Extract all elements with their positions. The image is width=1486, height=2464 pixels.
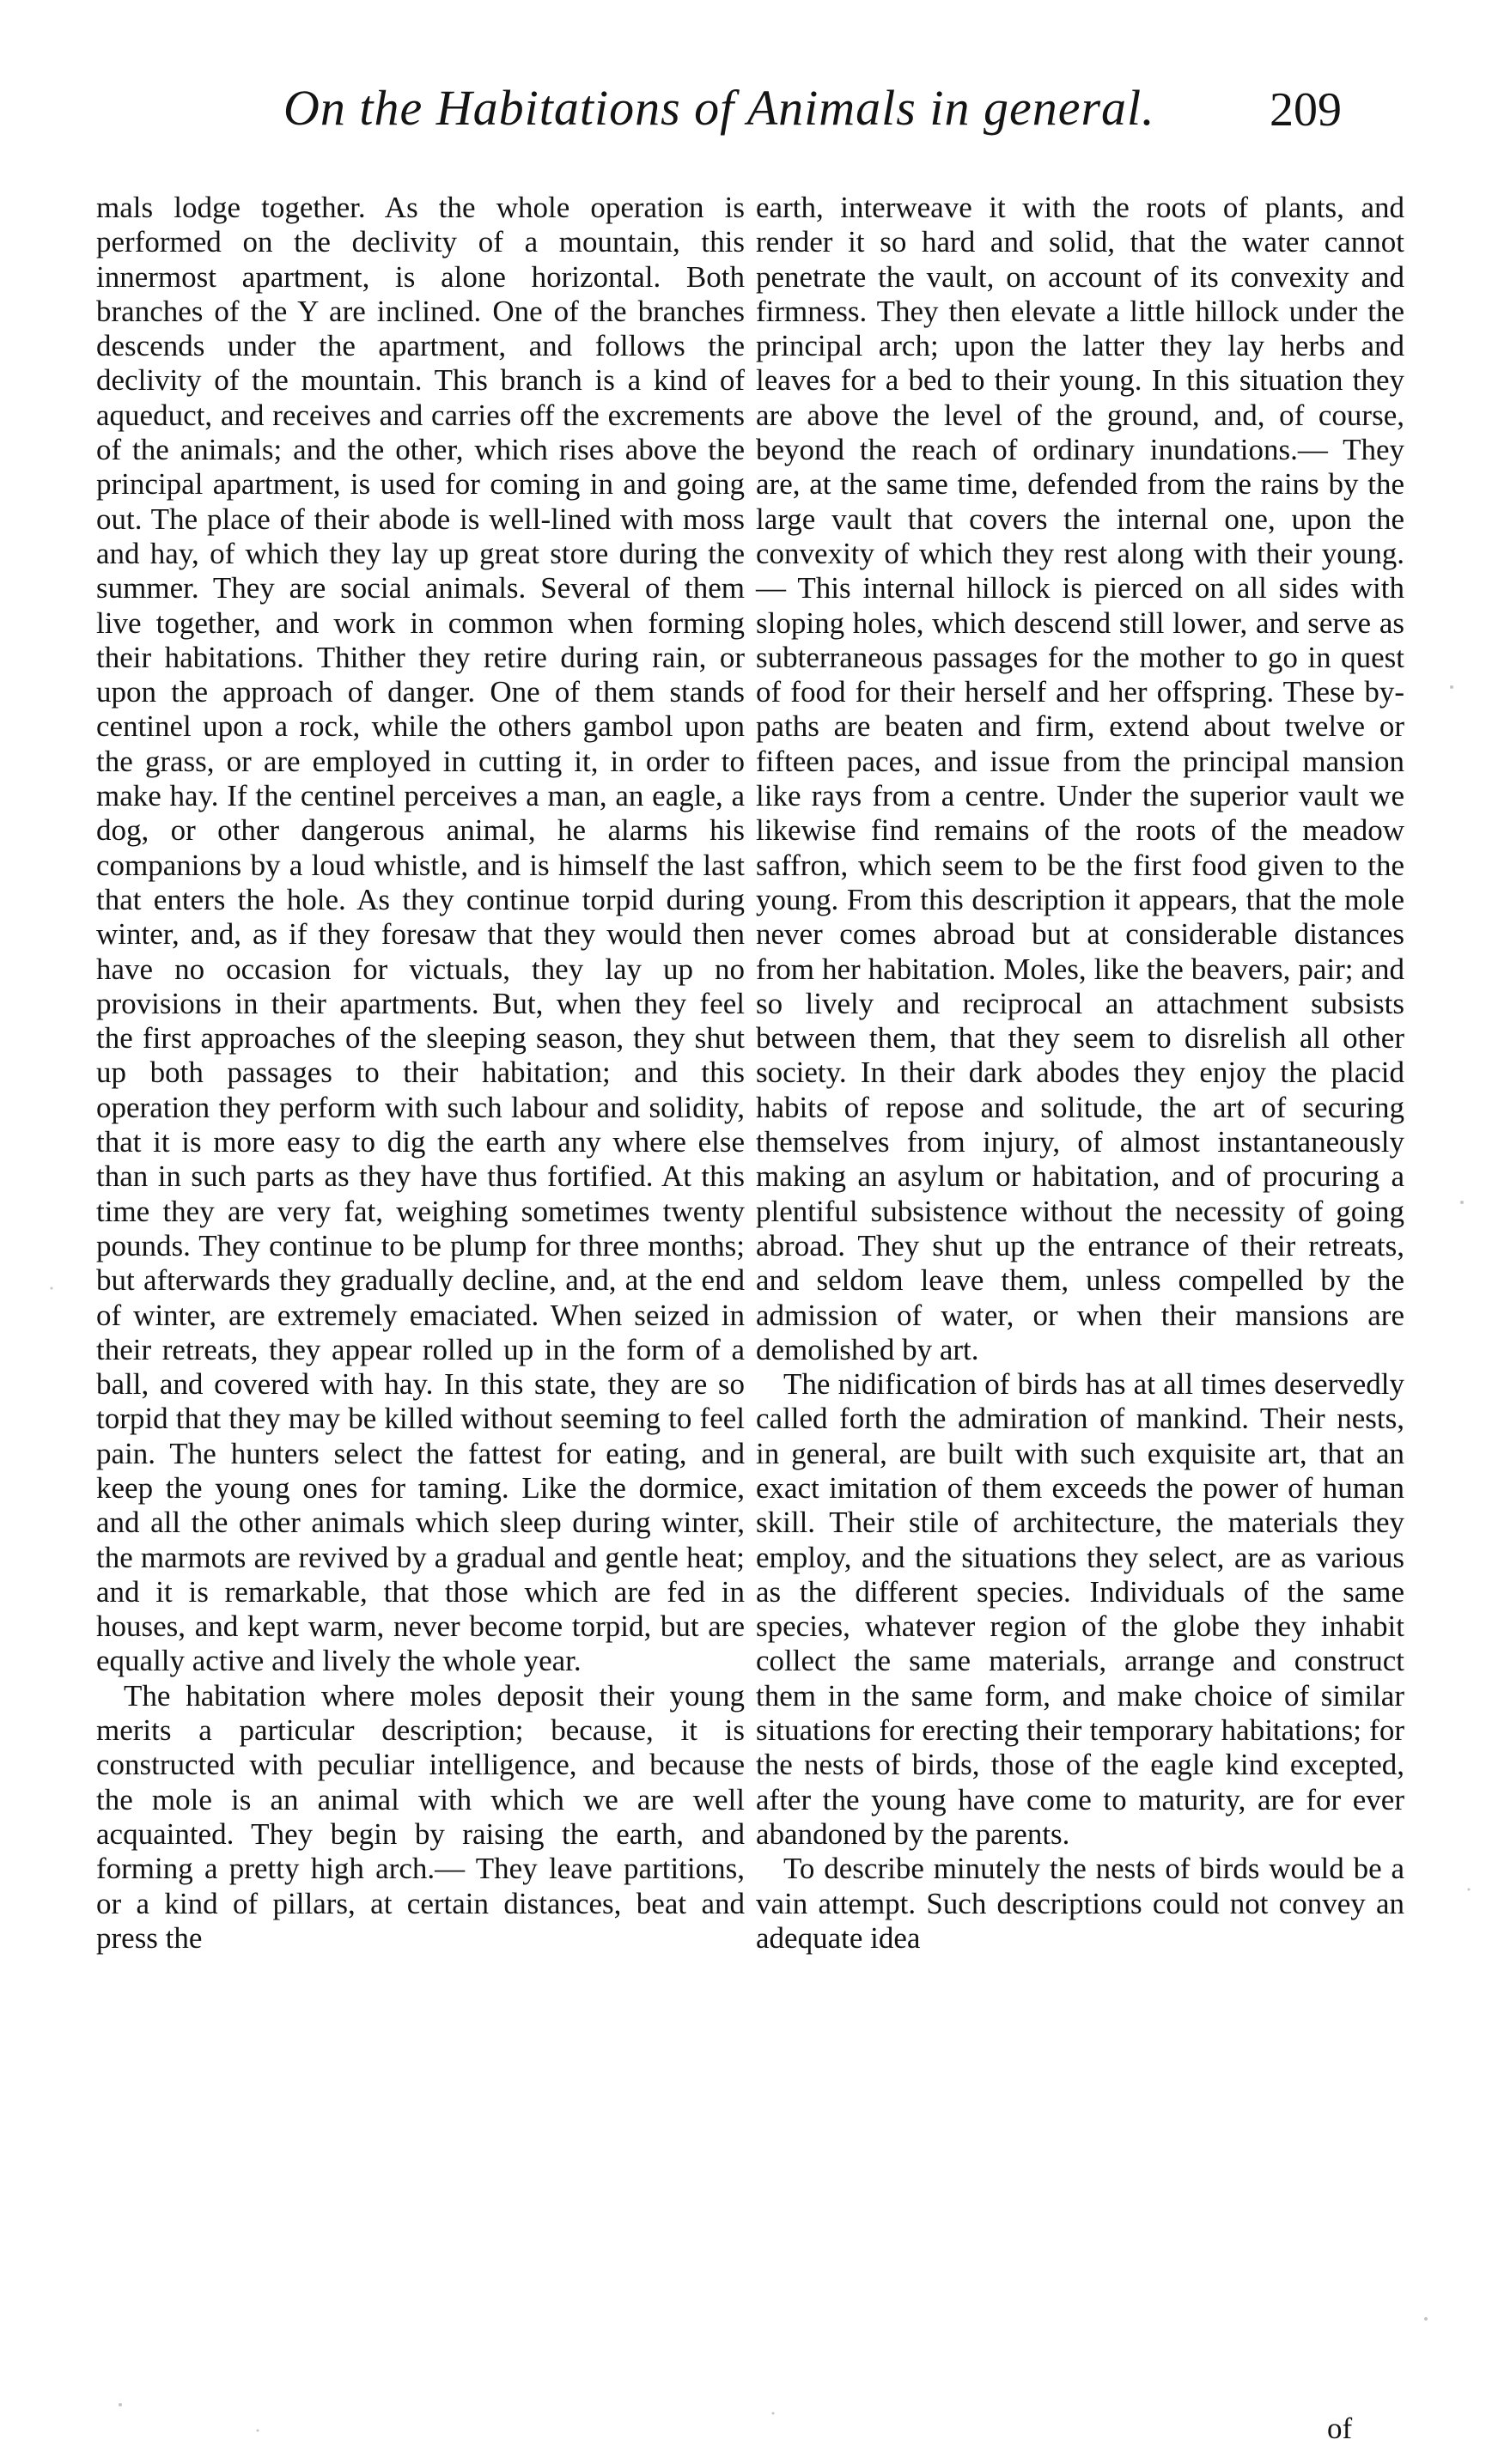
right-paragraph-1: earth, interweave it with the roots of plants, and render it so hard and solid, that the water cannot penetrate the vault, on account of its convexity and firmness. They then elevate a little hillock under the principal arch; upon the latter they lay herbs and leaves for a bed to their young. In this situation they are above the level of the ground, and, of course, beyond the reach of ordinary inundations.— They are, at the same time, defended from the rains by the large vault that covers the internal one, upon the convexity of which they rest along with their young.— This internal hillock is pierced on all sides with sloping holes, which descend still lower, and serve as subterraneous passages for the mother to go in quest of food for their herself and her offspring. These by-paths are beaten and firm, extend about twelve or fifteen paces, and issue from the principal mansion like rays from a centre. Under the superior vault we likewise find remains of the roots of the meadow saffron, which seem to be the first food given to the young. From this description it appears, that the mole never comes abroad but at considerable distances from her habitation. Moles, like the beavers, pair; and so lively and reciprocal an attachment subsists between them, that they seem to disrelish all other society. In their dark abodes they enjoy the placid habits of repose and solitude, the art of securing themselves from injury, of almost instantaneously making an asylum or habitation, and of procuring a plentiful subsistence without the necessity of going abroad. They shut up the entrance of their retreats, and seldom leave them, unless compelled by the admission of water, or when their mansions are demolished by art. — [756, 191, 1404, 1366]
page-number: 209 — [1270, 83, 1342, 137]
left-paragraph-2: The habitation where moles deposit their young merits a particular description; because, it is constructed with peculiar intelligence, and because the mole is an animal with which we are well acquainted. They begin by raising the earth, and forming a pretty high arch.— They leave partitions, or a kind of pillars, at certain distances, beat and press the — [96, 1678, 745, 1955]
right-paragraph-3: To describe minutely the nests of birds would be a vain attempt. Such descriptions could not convey an adequate idea — [756, 1852, 1404, 1955]
left-paragraph-1: mals lodge together. As the whole operation is performed on the declivity of a mountain, this innermost apartment, is alone horizontal. Both branches of the Y are inclined. One of the branches descends under the apartment, and follows the declivity of the mountain. This branch is a kind of aqueduct, and receives and carries off the excrements of the animals; and the other, which rises above the principal apartment, is used for coming in and going out. The place of their abode is well-lined with moss and hay, of which they lay up great store during the summer. They are social animals. Several of them live together, and work in common when forming their habitations. Thither they retire during rain, or upon the approach of danger. One of them stands centinel upon a rock, while the others gambol upon the grass, or are employed in cutting it, in order to make hay. If the centinel perceives a man, an eagle, a dog, or other dangerous animal, he alarms his companions by a loud whistle, and is himself the last that enters the hole. As they continue torpid during winter, and, as if they foresaw that they would then have no occasion for victuals, they lay up no provisions in their apartments. But, when they feel the first approaches of the sleeping season, they shut up both passages to their habitation; and this operation they perform with such labour and solidity, that it is more easy to dig the earth any where else than in such parts as they have thus fortified. At this time they are very fat, weighing sometimes twenty pounds. They continue to be plump for three months; but afterwards they gradually decline, and, at the end of winter, are extremely emaciated. When seized in their retreats, they appear rolled up in the form of a ball, and covered with hay. In this state, they are so torpid that they may be killed without seeming to feel pain. The hunters select the fattest for eating, and keep the young ones for taming. Like the dormice, and all the other animals which sleep during winter, the marmots are revived by a gradual and gentle heat; and it is remarkable, that those which are fed in houses, and kept warm, never become torpid, but are equally active and lively the whole year. — [96, 191, 745, 1678]
page-header — [0, 79, 1486, 156]
right-paragraph-2: The nidification of birds has at all times deservedly called forth the admiration of mankind. Their nests, in general, are built with such exquisite art, that an exact imitation of them exceeds the power of human skill. Their stile of architecture, the materials they employ, and the situations they select, are as various as the different species. Individuals of the same species, whatever region of the globe they inhabit collect the same materials, arrange and construct them in the same form, and make choice of similar situations for erecting their temporary habitations; for the nests of birds, those of the eagle kind excepted, after the young have come to maturity, are for ever abandoned by the parents. — [756, 1367, 1404, 1851]
catchword: of — [1327, 2412, 1353, 2445]
running-title: On the Habitations of Animals in general. — [283, 80, 1155, 136]
right-column — [756, 191, 1404, 1956]
left-column — [96, 191, 745, 1956]
